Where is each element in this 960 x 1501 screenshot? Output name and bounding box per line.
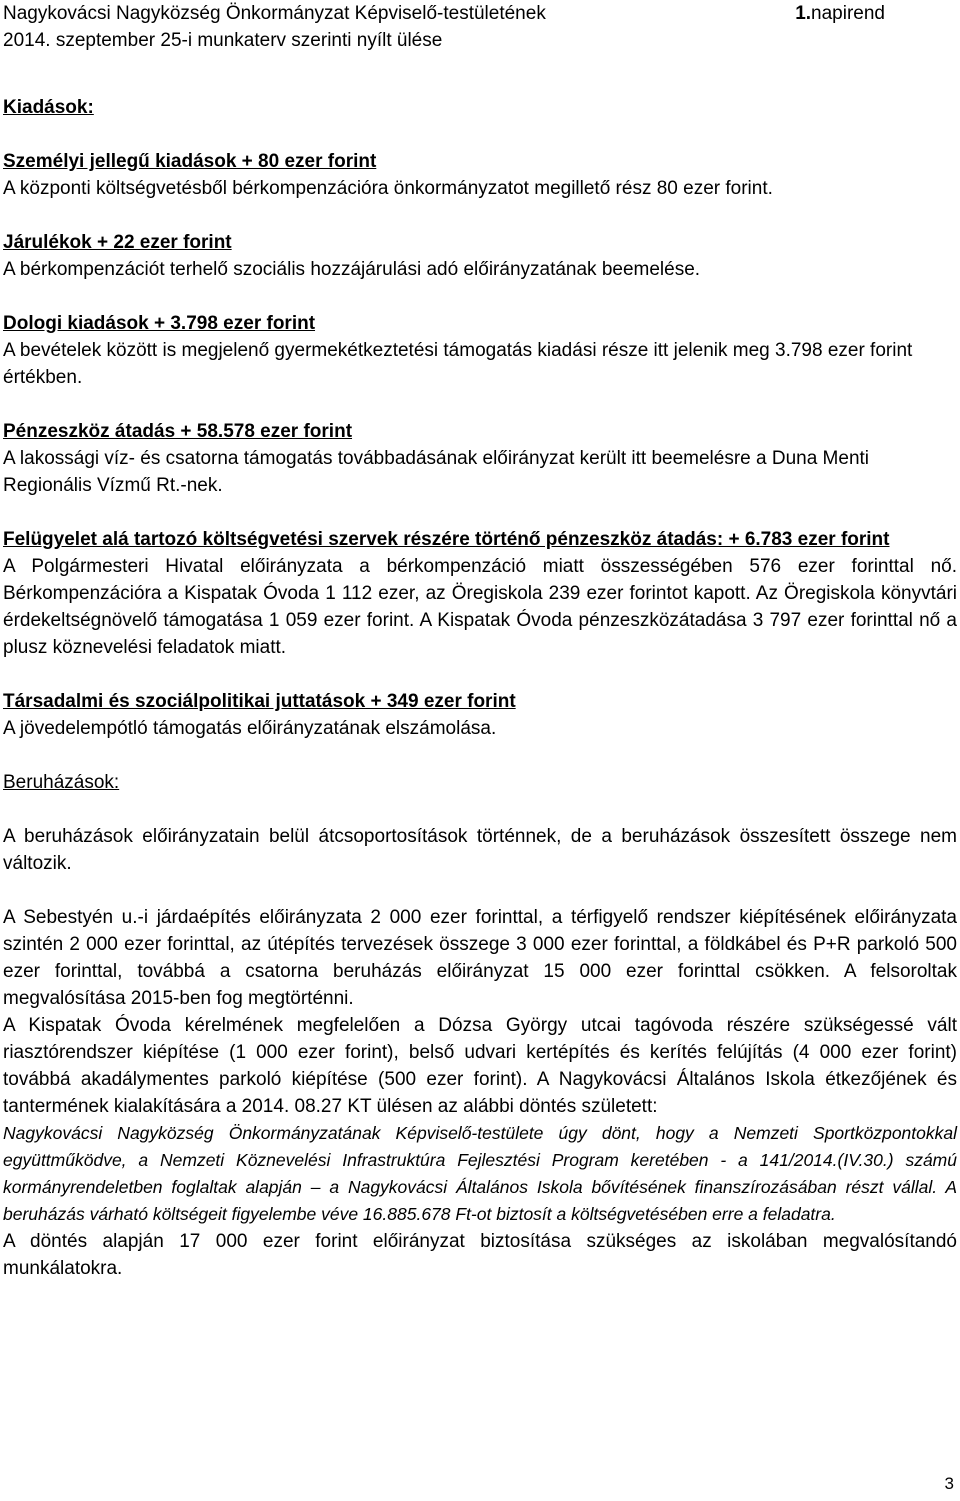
section-title-wrap <box>3 688 957 715</box>
beruhazasok-paragraph-3: A Kispatak Óvoda kérelmének megfelelően a Dózsa György utcai tagóvoda részére szükségessé vált riasztórendszer kiépítése (1 000 ezer forint), belső udvari kertépítés és kerítés felújítás (4 000 ezer forint) továbbá akadálymentes parkoló kiépítése (500 ezer forint). A Nagykovácsi Általános Iskola étkezőjének és tantermének kialakítására a 2014. 08.27 KT ülésen az alábbi döntés született: <box>3 1015 957 1117</box>
section-tarsadalmi <box>3 688 957 742</box>
header-line-2: 2014. szeptember 25-i munkaterv szerinti nyílt ülése <box>3 30 443 51</box>
section-body: A központi költségvetésből bérkompenzációra önkormányzatot megillető rész 80 ezer forint. <box>3 178 773 199</box>
section-szemelyi <box>3 148 957 202</box>
page-number: 3 <box>944 1474 954 1493</box>
heading-kiadasok: Kiadások: <box>3 97 94 118</box>
agenda-word: napirend <box>811 3 885 24</box>
section-title: Járulékok + 22 ezer forint <box>3 232 232 253</box>
section-title: Pénzeszköz átadás + 58.578 ezer forint <box>3 421 353 442</box>
section-title: Társadalmi és szociálpolitikai juttatások + 349 ezer forint <box>3 691 516 712</box>
section-body: A bérkompenzációt terhelő szociális hozzájárulási adó előirányzatának beemelése. <box>3 259 701 280</box>
section-jarulekok <box>3 229 957 283</box>
agenda-label <box>795 0 885 27</box>
section-title: Személyi jellegű kiadások + 80 ezer forint <box>3 151 377 172</box>
document-body <box>3 94 957 1282</box>
section-dologi <box>3 310 957 391</box>
page-header <box>3 0 953 54</box>
heading-beruhazasok-wrap <box>3 769 957 796</box>
section-penzeszkoz <box>3 418 957 499</box>
beruhazasok-paragraph-1: A beruházások előirányzatain belül átcsoportosítások történnek, de a beruházások összesített összege nem változik. <box>3 826 957 874</box>
section-title: Dologi kiadások + 3.798 ezer forint <box>3 313 316 334</box>
section-body: A Polgármesteri Hivatal előirányzata a bérkompenzáció miatt összességében 576 ezer forinttal nő. Bérkompenzációra a Kispatak Óvoda 1 112 ezer, az Öregiskola 239 ezer forintot kapott. Az Öregiskola könyvtári érdekeltségnövelő támogatása 1 059 ezer forint. A Kispatak Óvoda pénzeszközátadása 3 797 ezer forinttal nő a plusz köznevelési feladatok miatt. <box>3 556 957 658</box>
agenda-number: 1. <box>795 3 812 24</box>
beruhazasok-paragraph-4: A döntés alapján 17 000 ezer forint előirányzat biztosítása szükséges az iskolában megvalósítandó munkálatokra. <box>3 1231 957 1279</box>
section-body: A bevételek között is megjelenő gyermekétkeztetési támogatás kiadási része itt jelenik meg 3.798 ezer forint értékben. <box>3 340 913 388</box>
section-body: A jövedelempótló támogatás előirányzatának elszámolása. <box>3 718 497 739</box>
beruhazasok-paragraph-2: A Sebestyén u.-i járdaépítés előirányzata 2 000 ezer forinttal, a térfigyelő rendszer kiépítésének előirányzata szintén 2 000 ezer forinttal, az útépítés tervezések összege 3 000 ezer forinttal, a földkábel és P+R parkoló 500 ezer forinttal, továbbá a csatorna beruházás előirányzat 15 000 ezer forinttal csökken. A felsoroltak megvalósítása 2015-ben fog megtörténni. <box>3 907 957 1009</box>
section-title: Felügyelet alá tartozó költségvetési szervek részére történő pénzeszköz átadás: + 6.783 ezer forint <box>3 529 890 550</box>
section-felugyelet <box>3 526 957 661</box>
section-body: A lakossági víz- és csatorna támogatás továbbadásának előirányzat került itt beemelésre a Duna Menti Regionális Vízmű Rt.-nek. <box>3 448 870 496</box>
header-line-1: Nagykovácsi Nagyközség Önkormányzat Képviselő-testületének <box>3 3 546 24</box>
decision-quote: Nagykovácsi Nagyközség Önkormányzatának Képviselő-testülete úgy dönt, hogy a Nemzeti Sportközpontokkal együttműködve, a Nemzeti Köznevelési Infrastruktúra Fejlesztési Program keretében - a 141/2014.(IV.30.) számú kormányrendeletben foglaltak alapján – a Nagykovácsi Általános Iskola bővítésének finanszírozásában részt vállal. A beruházás várható költségeit figyelembe véve 16.885.678 Ft-ot biztosít a költségvetésében erre a feladatra. <box>3 1123 957 1224</box>
heading-beruhazasok: Beruházások: <box>3 772 120 793</box>
